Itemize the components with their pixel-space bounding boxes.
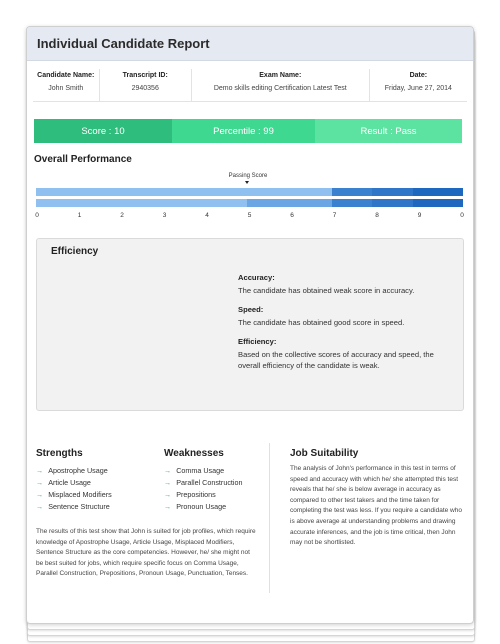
exam-name-value: Demo skills editing Certification Latest Test	[213, 85, 347, 92]
efficiency-text: Based on the collective scores of accuracy and speed, the overall efficiency of the candidate is weak.	[238, 350, 434, 370]
date-cell	[370, 69, 467, 101]
perf-band	[36, 188, 332, 196]
performance-ticks	[36, 212, 463, 222]
column-divider	[269, 443, 270, 593]
accuracy-heading: Accuracy:	[238, 273, 275, 282]
transcript-id-cell	[100, 69, 192, 101]
overall-performance-title: Overall Performance	[34, 154, 132, 165]
performance-scale	[36, 188, 463, 210]
perf-band	[372, 199, 413, 207]
candidate-name-value: John Smith	[48, 85, 84, 92]
accuracy-block	[238, 272, 453, 296]
performance-tick-label: 0	[35, 212, 39, 219]
strengths-item-label: Apostrophe Usage	[48, 466, 108, 475]
efficiency-block	[238, 336, 453, 371]
efficiency-bar-chart	[37, 259, 237, 409]
performance-tick-label: 3	[162, 212, 167, 219]
speed-block	[238, 304, 453, 328]
performance-tick-label: 4	[205, 212, 209, 219]
weaknesses-list	[164, 465, 243, 513]
efficiency-description	[238, 272, 453, 379]
perf-band	[413, 188, 463, 196]
skills-section	[27, 443, 473, 623]
speed-heading: Speed:	[238, 305, 264, 314]
percentile-badge: Percentile : 99	[172, 119, 315, 143]
arrow-right-icon: →	[164, 502, 172, 511]
weaknesses-item-label: Parallel Construction	[176, 478, 243, 487]
performance-tick-label: 1	[77, 212, 82, 219]
weaknesses-item-label: Prepositions	[176, 490, 216, 499]
strengths-item-label: Misplaced Modifiers	[48, 490, 112, 499]
candidate-info-row	[33, 69, 467, 102]
weaknesses-item-label: Pronoun Usage	[176, 502, 227, 511]
arrow-right-icon: →	[164, 478, 172, 487]
score-badge: Score : 10	[34, 119, 172, 143]
perf-band	[332, 199, 372, 207]
strengths-item	[36, 477, 112, 489]
transcript-id-label: Transcript ID:	[122, 72, 168, 79]
weaknesses-item-label: Comma Usage	[176, 466, 225, 475]
job-suitability-title: Job Suitability	[290, 448, 359, 459]
report-title: Individual Candidate Report	[37, 36, 210, 51]
strengths-list	[36, 465, 112, 513]
arrow-right-icon: →	[36, 490, 44, 499]
perf-band	[36, 199, 247, 207]
efficiency-heading: Efficiency:	[238, 337, 277, 346]
strengths-item	[36, 489, 112, 501]
arrow-right-icon: →	[36, 466, 44, 475]
strengths-summary: The results of this test show that John is suited for job profiles, which require knowledge of Apostrophe Usage, Article Usage, Misplaced Modifiers, Sentence Structure as the core competencies. However, he/ she might not be best suited for jobs, which require specific focus on Comma Usage, Parallel Construction, Prepositions, Pronoun Usage, Punctuation, Tenses.	[36, 528, 256, 578]
date-label: Date:	[409, 72, 428, 79]
weaknesses-title: Weaknesses	[164, 448, 224, 459]
passing-score-arrow-icon	[245, 181, 249, 184]
perf-band	[413, 199, 463, 207]
report-page	[26, 26, 474, 624]
performance-tick-label: 2	[120, 212, 124, 219]
candidate-name-cell	[33, 69, 100, 101]
weaknesses-item	[164, 501, 243, 513]
result-badge: Result : Pass	[315, 119, 462, 143]
efficiency-title: Efficiency	[51, 246, 99, 257]
strengths-item	[36, 465, 112, 477]
efficiency-panel	[36, 238, 464, 411]
weaknesses-item	[164, 465, 243, 477]
date-value: Friday, June 27, 2014	[384, 85, 452, 92]
candidate-name-label: Candidate Name:	[37, 72, 95, 79]
score-summary-bar	[34, 119, 464, 143]
speed-text: The candidate has obtained good score in speed.	[238, 318, 405, 327]
performance-tick-label: 8	[375, 212, 379, 219]
perf-band	[247, 199, 332, 207]
arrow-right-icon: →	[164, 490, 172, 499]
exam-name-cell	[192, 69, 370, 101]
perf-band	[332, 188, 372, 196]
arrow-right-icon: →	[36, 478, 44, 487]
report-header	[27, 27, 473, 61]
strengths-item-label: Article Usage	[48, 478, 91, 487]
arrow-right-icon: →	[164, 466, 172, 475]
job-suitability-text: The analysis of John's performance in this test in terms of speed and accuracy with which he/ she attempted this test reveals that he/ she is below average in accuracy as compared to other test takers and the time taken for completing the test was less. If you require a candidate who is above average at understanding problems and drawing accurate inferences, and the job is time critical, then John may not be shortlisted.	[290, 465, 462, 547]
accuracy-text: The candidate has obtained weak score in accuracy.	[238, 286, 415, 295]
transcript-id-value: 2940356	[131, 85, 159, 92]
performance-tick-label: 7	[332, 212, 337, 219]
performance-tick-label: 6	[290, 212, 294, 219]
performance-bar-top	[36, 188, 463, 196]
performance-tick-label: 0	[460, 212, 464, 219]
performance-tick-label: 9	[417, 212, 422, 219]
arrow-right-icon: →	[36, 502, 44, 511]
weaknesses-item	[164, 489, 243, 501]
performance-tick-label: 5	[247, 212, 252, 219]
strengths-title: Strengths	[36, 448, 83, 459]
perf-band	[372, 188, 413, 196]
strengths-item	[36, 501, 112, 513]
exam-name-label: Exam Name:	[259, 72, 302, 79]
passing-score-label: Passing Score	[228, 173, 268, 179]
strengths-item-label: Sentence Structure	[48, 502, 110, 511]
weaknesses-item	[164, 477, 243, 489]
performance-bar-bottom	[36, 199, 463, 207]
